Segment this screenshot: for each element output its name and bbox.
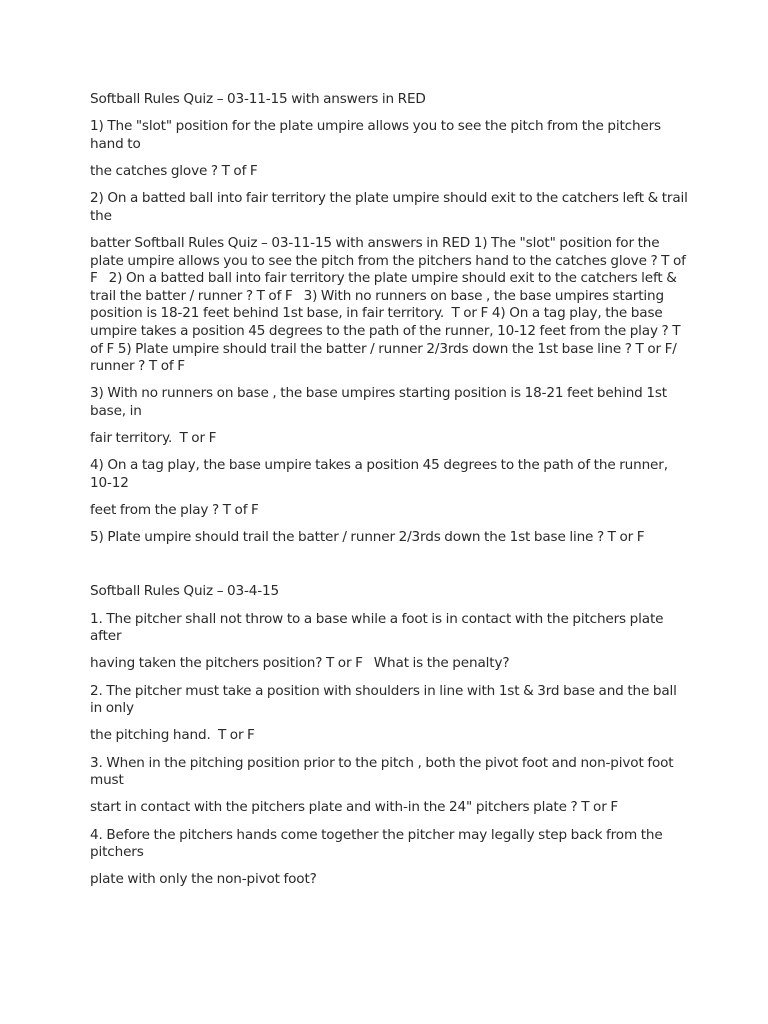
quiz-title-03-4-15: Softball Rules Quiz – 03-4-15 bbox=[90, 583, 280, 600]
item-3-line-1: 3. When in the pitching position prior to the pitch , both the pivot foot and non-pivot foot must bbox=[90, 754, 678, 789]
item-1-line-2: having taken the pitchers position? T or F What is the penalty? bbox=[90, 655, 510, 672]
question-1-line-2: the catches glove ? T of F bbox=[90, 162, 258, 179]
item-1-line-1: 1. The pitcher shall not throw to a base while a foot is in contact with the pitchers plate after bbox=[90, 610, 668, 645]
question-3-line-2: fair territory. T or F bbox=[90, 430, 217, 447]
question-5: 5) Plate umpire should trail the batter / runner 2/3rds down the 1st base line ? T or F bbox=[90, 529, 645, 546]
section-spacer bbox=[90, 556, 690, 583]
item-2-line-2: the pitching hand. T or F bbox=[90, 727, 255, 744]
question-4-line-2: feet from the play ? T of F bbox=[90, 502, 259, 519]
item-4-line-2: plate with only the non-pivot foot? bbox=[90, 871, 317, 888]
question-2-line-1: 2) On a batted ball into fair territory the plate umpire should exit to the catchers left & trail the bbox=[90, 190, 692, 224]
question-3-line-1: 3) With no runners on base , the base umpires starting position is 18-21 feet behind 1st base, in bbox=[90, 385, 671, 419]
question-4-line-1: 4) On a tag play, the base umpire takes a position 45 degrees to the path of the runner, 10-12 bbox=[90, 457, 672, 491]
question-2-merged-block: batter Softball Rules Quiz – 03-11-15 with answers in RED 1) The "slot" position for the plate umpire allows you to see the pitch from the pitchers hand to the catches glove ? T of F 2) On a batted ball into fair territory the plate umpire should exit to the catchers left & trail the batter / runner ? T of F 3) With no runners on base , the base umpires starting position is 18-21 feet behind 1st base, in fair territory. T or F 4) On a tag play, the base umpire takes a position 45 degrees to the path of the runner, 10-12 feet from the play ? T of F 5) Plate umpire should trail the batter / runner 2/3rds down the 1st base line ? T or F/ runner ? T of F bbox=[90, 234, 690, 375]
item-2-line-1: 2. The pitcher must take a position with shoulders in line with 1st & 3rd base and the ball in only bbox=[90, 682, 681, 717]
item-3-line-2: start in contact with the pitchers plate and with-in the 24" pitchers plate ? T or F bbox=[90, 799, 619, 816]
item-4-line-1: 4. Before the pitchers hands come together the pitcher may legally step back from the pitchers bbox=[90, 826, 667, 861]
quiz-title-03-11-15: Softball Rules Quiz – 03-11-15 with answers in RED bbox=[90, 91, 426, 107]
question-1-line-1: 1) The "slot" position for the plate umpire allows you to see the pitch from the pitchers hand to bbox=[90, 118, 665, 152]
document-page bbox=[90, 91, 690, 898]
